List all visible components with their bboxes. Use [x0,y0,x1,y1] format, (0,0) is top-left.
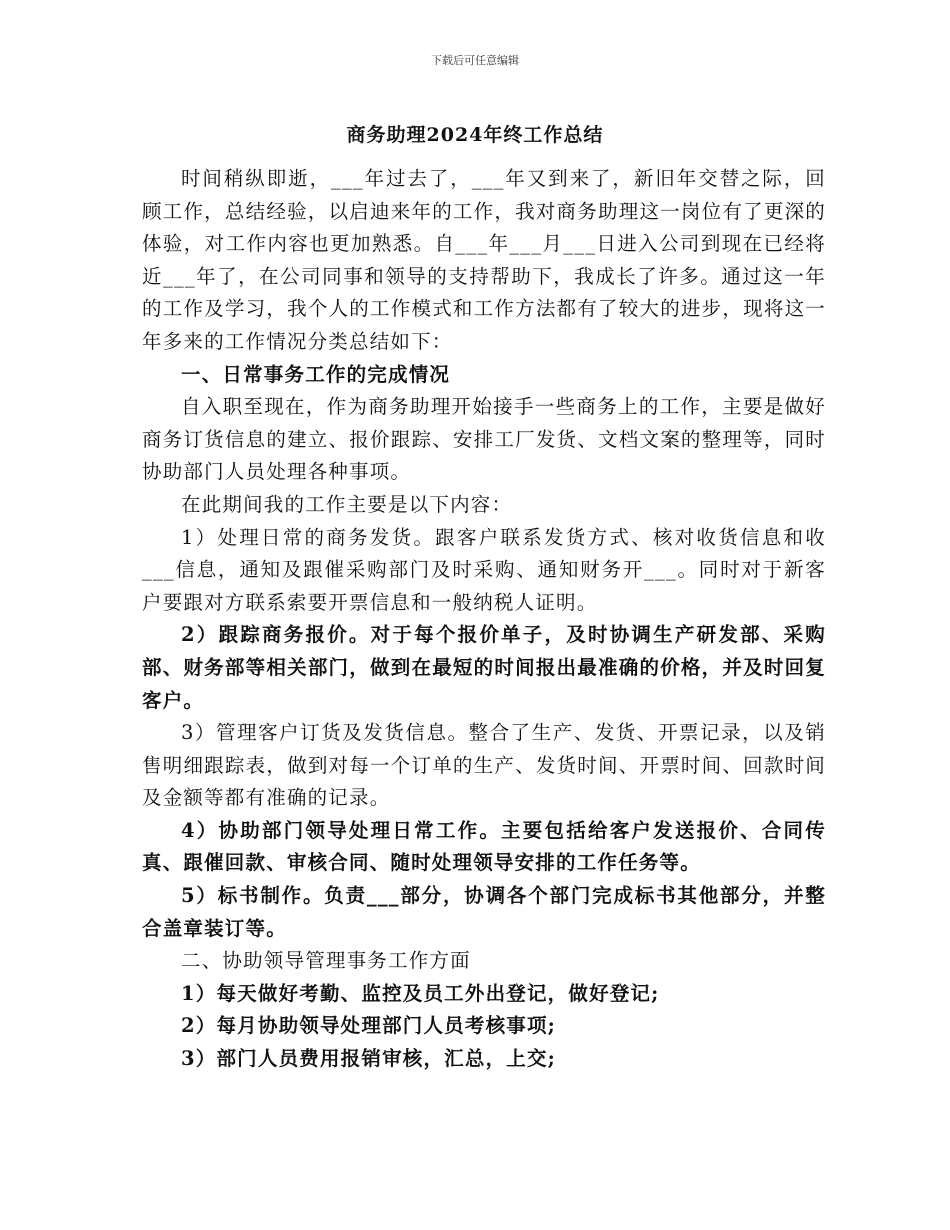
paragraph: 在此期间我的工作主要是以下内容： [181,492,513,516]
document-body [142,163,826,1076]
section-heading-2: 二、协助领导管理事务工作方面 [181,949,471,973]
paragraph: 自入职至现在，作为商务助理开始接手一些商务上的工作，主要是做好商务订货信息的建立、报价跟踪、安排工厂发货、文档文案的整理等，同时协助部门人员处理各种事项。 [142,395,826,484]
list-item: 3）管理客户订货及发货信息。整合了生产、发货、开票记录，以及销售明细跟踪表，做到对每一个订单的生产、发货时间、开票时间、回款时间及金额等都有准确的记录。 [142,721,826,810]
list-item: 1）处理日常的商务发货。跟客户联系发货方式、核对收货信息和收___信息，通知及跟催采购部门及时采购、通知财务开___。同时对于新客户要跟对方联系索要开票信息和一般纳税人证明。 [142,525,826,614]
list-item: 4）协助部门领导处理日常工作。主要包括给客户发送报价、合同传真、跟催回款、审核合同、随时处理领导安排的工作任务等。 [142,818,826,875]
list-item: 3）部门人员费用报销审核，汇总，上交; [181,1047,557,1071]
list-item: 2）跟踪商务报价。对于每个报价单子，及时协调生产研发部、采购部、财务部等相关部门，做到在最短的时间报出最准确的价格，并及时回复客户。 [142,623,826,712]
list-item: 2）每月协助领导处理部门人员考核事项; [181,1014,557,1038]
document-title: 商务助理2024年终工作总结 [346,124,604,146]
header-note: 下载后可任意编辑 [431,54,519,67]
paragraph-intro: 时间稍纵即逝，___年过去了，___年又到来了，新旧年交替之际，回顾工作，总结经验，以启迪来年的工作，我对商务助理这一岗位有了更深的体验，对工作内容也更加熟悉。自___年___月___日进入公司到现在已经将近___年了，在公司同事和领导的支持帮助下，我成长了许多。通过这一年的工作及学习，我个人的工作模式和工作方法都有了较大的进步，现将这一年多来的工作情况分类总结如下： [142,167,826,353]
list-item: 1）每天做好考勤、监控及员工外出登记，做好登记; [181,981,660,1005]
list-item: 5）标书制作。负责___部分，协调各个部门完成标书其他部分，并整合盖章装订等。 [142,884,826,940]
section-heading-1: 一、日常事务工作的完成情况 [181,362,451,386]
